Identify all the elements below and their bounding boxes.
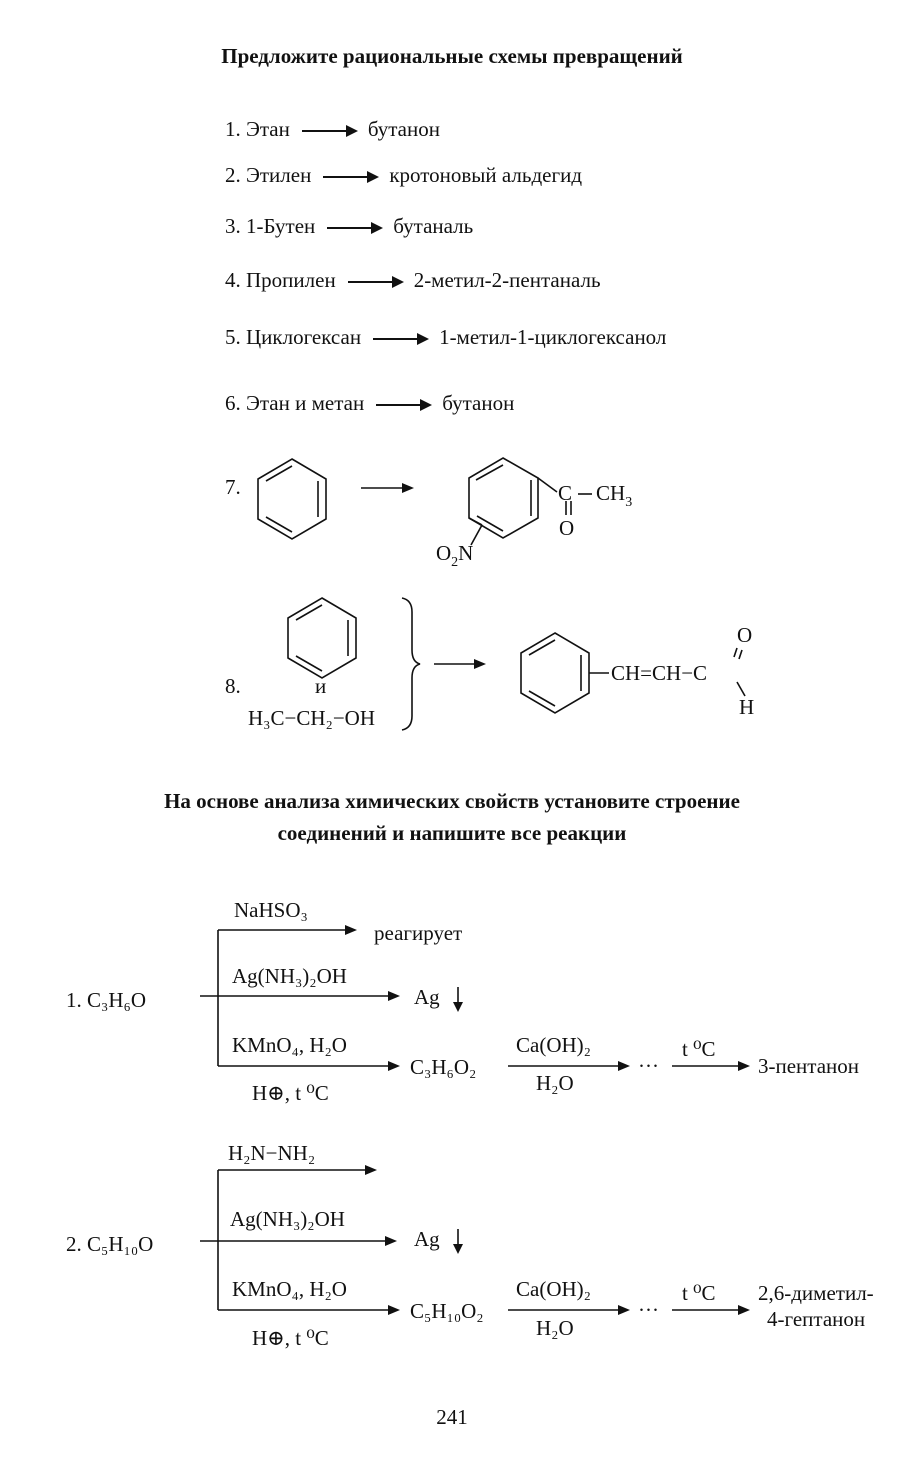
arrowhead-icon [388,991,400,1001]
page-number: 241 [436,1405,468,1429]
reagent-kmno4: KMnO₄, H₂O [232,1277,347,1301]
item-product: 1-метил-1-циклогексанол [439,325,667,349]
arrowhead-icon [345,925,357,935]
item-reactant: Циклогексан [246,325,362,349]
dots: ··· [638,1298,659,1322]
item-number: 4. [225,268,241,292]
benzene-ring-icon [258,459,326,539]
arrowhead-icon [402,483,414,493]
reagent-water: H₂O [536,1071,574,1095]
aldehyde-hydrogen: H [739,695,755,719]
reagent-nahso3: NaHSO₃ [234,898,308,922]
reagent-hydrazine: H₂N−NH₂ [228,1141,316,1165]
scheme2-label: 2. C₅H₁₀O [66,1232,154,1256]
condition-heat: t ⁰C [682,1037,716,1061]
condition-acid-heat: H⊕, t ⁰C [252,1081,329,1105]
product-silver: Ag [414,1227,440,1251]
item-product: кротоновый альдегид [389,163,583,187]
reagent-water: H₂O [536,1316,574,1340]
reagent-kmno4: KMnO₄, H₂O [232,1033,347,1057]
arrowhead-icon [618,1305,630,1315]
benzene-ring-icon [469,458,538,538]
arrowhead-icon [474,659,486,669]
item-product: бутаналь [393,214,474,238]
item-number: 8. [225,674,241,698]
arrowhead-icon [618,1061,630,1071]
carbonyl-carbon: C [558,481,573,505]
item-reactant: Этилен [246,163,312,187]
arrowhead-icon [738,1305,750,1315]
item-number: 1. [225,117,241,141]
item-number: 6. [225,391,241,415]
scheme1-label: 1. C₃H₆O [66,988,146,1012]
nitro-group: $O_2N$ [436,541,474,570]
arrowhead-icon [365,1165,377,1175]
final-product-line1: 2,6-диметил- [758,1281,874,1305]
item-reactant: 1-Бутен [246,214,316,238]
reagent-caoh2: Ca(OH)₂ [516,1033,591,1057]
item-product: 2-метил-2-пентаналь [413,268,601,292]
down-arrow-icon [453,1002,463,1012]
arrowhead-icon [388,1061,400,1071]
down-arrow-icon [453,1244,463,1254]
aldehyde-oxygen: O [737,623,753,647]
product-reacts: реагирует [374,921,463,945]
arrowhead-icon [385,1236,397,1246]
item-reactant: Пропилен [246,268,336,292]
condition-acid-heat: H⊕, t ⁰C [252,1326,329,1350]
intermediate-acid: C₃H₆O₂ [410,1055,477,1079]
condition-heat: t ⁰C [682,1281,716,1305]
item-product: бутанон [367,117,440,141]
item-number: 7. [225,475,241,499]
section2-title-line1: На основе анализа химических свойств установите строение [164,789,740,813]
item-number: 5. [225,325,241,349]
benzene-ring-icon [521,633,589,713]
item-reactant: Этан и метан [246,391,365,415]
section1-title: Предложите рациональные схемы превращений [221,44,683,68]
final-product-line2: 4-гептанон [767,1307,866,1331]
section2-title-line2: соединений и напишите все реакции [277,821,627,845]
reagent-caoh2: Ca(OH)₂ [516,1277,591,1301]
product-silver: Ag [414,985,440,1009]
intermediate-acid: C₅H₁₀O₂ [410,1299,484,1323]
dots: ··· [638,1054,659,1078]
item-number: 3. [225,214,241,238]
reagent-tollens: Ag(NH₃)₂OH [230,1207,345,1231]
and-label: и [315,674,327,698]
item-number: 2. [225,163,241,187]
benzene-ring-icon [288,598,356,678]
final-product: 3-пентанон [758,1054,860,1078]
item-reactant: Этан [246,117,290,141]
item-product: бутанон [442,391,515,415]
arrowhead-icon [738,1061,750,1071]
reagent-tollens: Ag(NH₃)₂OH [232,964,347,988]
methyl-group: $CH_3$ [596,481,633,510]
arrowhead-icon [388,1305,400,1315]
carbonyl-oxygen: O [559,516,575,540]
ethanol-formula: H₃C−CH₂−OH [248,706,376,730]
propenal-chain: CH=CH−C [611,661,708,685]
